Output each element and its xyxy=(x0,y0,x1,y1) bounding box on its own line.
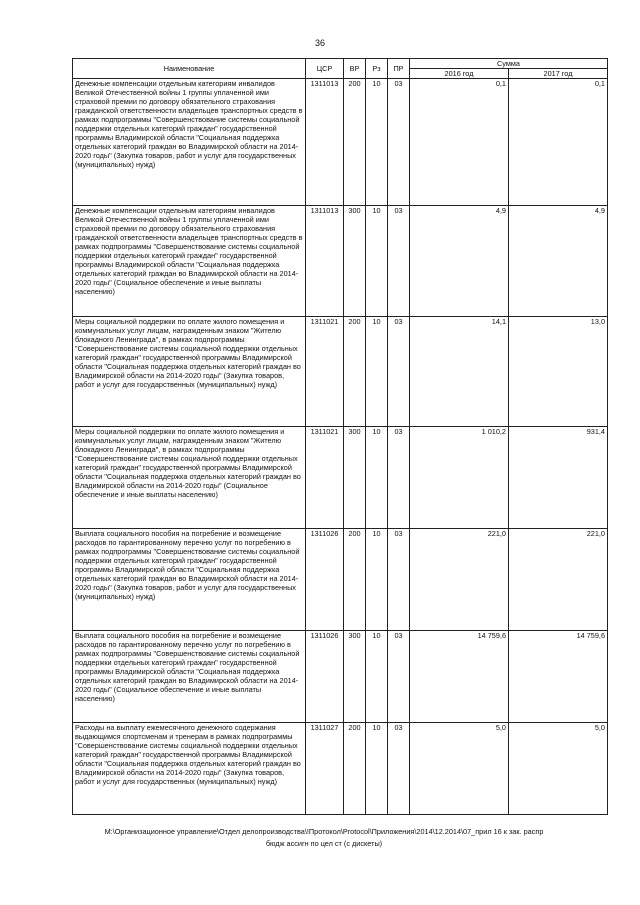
row-vr: 200 xyxy=(344,317,366,427)
row-csr: 1311021 xyxy=(306,427,344,529)
row-rz: 10 xyxy=(366,206,388,317)
row-rz: 10 xyxy=(366,529,388,631)
row-name: Выплата социального пособия на погребение и возмещение расходов по гарантированному перечню услуг по погребению в рамках подпрограммы "Совершенствование системы социальной поддержки отдельных категорий граждан" государственной программы Владимирской области "Социальная поддержка отдельных категорий граждан во Владимирской области на 2014-2020 годы" (Закупка товаров, работ и услуг для государственных (муниципальных) нужд) xyxy=(73,529,306,631)
row-vr: 300 xyxy=(344,206,366,317)
row-csr: 1311027 xyxy=(306,723,344,815)
row-name: Денежные компенсации отдельным категориям инвалидов Великой Отечественной войны 1 группы уплаченной ими страховой премии по договору обязательного страхования гражданской ответственности владельцев транспортных средств в рамках подпрограммы "Совершенствование системы социальной поддержки отдельных категорий граждан" государственной программы Владимирской области "Социальная поддержка отдельных категорий граждан во Владимирской области на 2014-2020 годы" (Социальное обеспечение и иные выплаты населению) xyxy=(73,206,306,317)
file-path-footer xyxy=(64,826,584,850)
row-sum-2016: 4,9 xyxy=(410,206,509,317)
row-pr: 03 xyxy=(388,529,410,631)
header-csr: ЦСР xyxy=(306,59,344,79)
row-csr: 1311026 xyxy=(306,529,344,631)
table-row xyxy=(73,529,608,631)
row-sum-2016: 5,0 xyxy=(410,723,509,815)
row-csr: 1311013 xyxy=(306,79,344,206)
row-sum-2017: 4,9 xyxy=(509,206,608,317)
row-sum-2016: 14,1 xyxy=(410,317,509,427)
row-pr: 03 xyxy=(388,427,410,529)
row-sum-2016: 14 759,6 xyxy=(410,631,509,723)
row-rz: 10 xyxy=(366,631,388,723)
table-row xyxy=(73,427,608,529)
row-name: Расходы на выплату ежемесячного денежного содержания выдающимся спортсменам и тренерам в рамках подпрограммы "Совершенствование системы социальной поддержки отдельных категорий граждан" государственной программы Владимирской области "Социальная поддержка отдельных категорий граждан во Владимирской области на 2014-2020 годы" (Закупка товаров, работ и услуг для государственных (муниципальных) нужд) xyxy=(73,723,306,815)
row-csr: 1311013 xyxy=(306,206,344,317)
row-sum-2017: 5,0 xyxy=(509,723,608,815)
budget-table xyxy=(72,58,608,815)
row-vr: 300 xyxy=(344,427,366,529)
row-sum-2016: 1 010,2 xyxy=(410,427,509,529)
footer-line-2: бюдж ассигн по цел ст (с дискеты) xyxy=(265,839,383,848)
row-pr: 03 xyxy=(388,723,410,815)
row-rz: 10 xyxy=(366,427,388,529)
row-rz: 10 xyxy=(366,723,388,815)
row-sum-2016: 0,1 xyxy=(410,79,509,206)
row-pr: 03 xyxy=(388,317,410,427)
footer-line-1: M:\Организационное управление\Отдел делопроизводства\!Протокол\Protocol\Приложения\2014\12.2014\07_прил 16 к зак. распр xyxy=(104,827,544,836)
row-vr: 200 xyxy=(344,723,366,815)
page-number: 36 xyxy=(314,38,325,48)
table-row xyxy=(73,79,608,206)
row-pr: 03 xyxy=(388,79,410,206)
row-sum-2017: 221,0 xyxy=(509,529,608,631)
table-row xyxy=(73,206,608,317)
header-vr: ВР xyxy=(344,59,366,79)
row-pr: 03 xyxy=(388,206,410,317)
row-name: Меры социальной поддержки по оплате жилого помещения и коммунальных услуг лицам, награжденным знаком "Жителю блокадного Ленинграда", в рамках подпрограммы "Совершенствование системы социальной поддержки отдельных категорий граждан" государственной программы Владимирской области "Социальная поддержка отдельных категорий граждан во Владимирской области на 2014-2020 годы" (Закупка товаров, работ и услуг для государственных (муниципальных) нужд) xyxy=(73,317,306,427)
table-row xyxy=(73,723,608,815)
row-pr: 03 xyxy=(388,631,410,723)
row-name: Меры социальной поддержки по оплате жилого помещения и коммунальных услуг лицам, награжденным знаком "Жителю блокадного Ленинграда", в рамках подпрограммы "Совершенствование системы социальной поддержки отдельных категорий граждан" государственной программы Владимирской области "Социальная поддержка отдельных категорий граждан во Владимирской области на 2014-2020 годы" (Социальное обеспечение и иные выплаты населению) xyxy=(73,427,306,529)
header-name: Наименование xyxy=(73,59,306,79)
row-csr: 1311021 xyxy=(306,317,344,427)
header-2016: 2016 год xyxy=(410,69,509,79)
row-sum-2017: 931,4 xyxy=(509,427,608,529)
row-vr: 300 xyxy=(344,631,366,723)
row-csr: 1311026 xyxy=(306,631,344,723)
header-row xyxy=(73,59,608,69)
row-sum-2017: 13,0 xyxy=(509,317,608,427)
row-vr: 200 xyxy=(344,79,366,206)
row-rz: 10 xyxy=(366,79,388,206)
row-sum-2016: 221,0 xyxy=(410,529,509,631)
row-vr: 200 xyxy=(344,529,366,631)
row-sum-2017: 0,1 xyxy=(509,79,608,206)
row-name: Денежные компенсации отдельным категориям инвалидов Великой Отечественной войны 1 группы уплаченной ими страховой премии по договору обязательного страхования гражданской ответственности владельцев транспортных средств в рамках подпрограммы "Совершенствование системы социальной поддержки отдельных категорий граждан" государственной программы Владимирской области "Социальная поддержка отдельных категорий граждан во Владимирской области на 2014-2020 годы" (Закупка товаров, работ и услуг для государственных (муниципальных) нужд) xyxy=(73,79,306,206)
header-sum: Сумма xyxy=(410,59,608,69)
row-sum-2017: 14 759,6 xyxy=(509,631,608,723)
table-row xyxy=(73,317,608,427)
row-rz: 10 xyxy=(366,317,388,427)
row-name: Выплата социального пособия на погребение и возмещение расходов по гарантированному перечню услуг по погребению в рамках подпрограммы "Совершенствование системы социальной поддержки отдельных категорий граждан" государственной программы Владимирской области "Социальная поддержка отдельных категорий граждан во Владимирской области на 2014-2020 годы" (Социальное обеспечение и иные выплаты населению) xyxy=(73,631,306,723)
header-rz: Рз xyxy=(366,59,388,79)
header-2017: 2017 год xyxy=(509,69,608,79)
header-pr: ПР xyxy=(388,59,410,79)
table-row xyxy=(73,631,608,723)
